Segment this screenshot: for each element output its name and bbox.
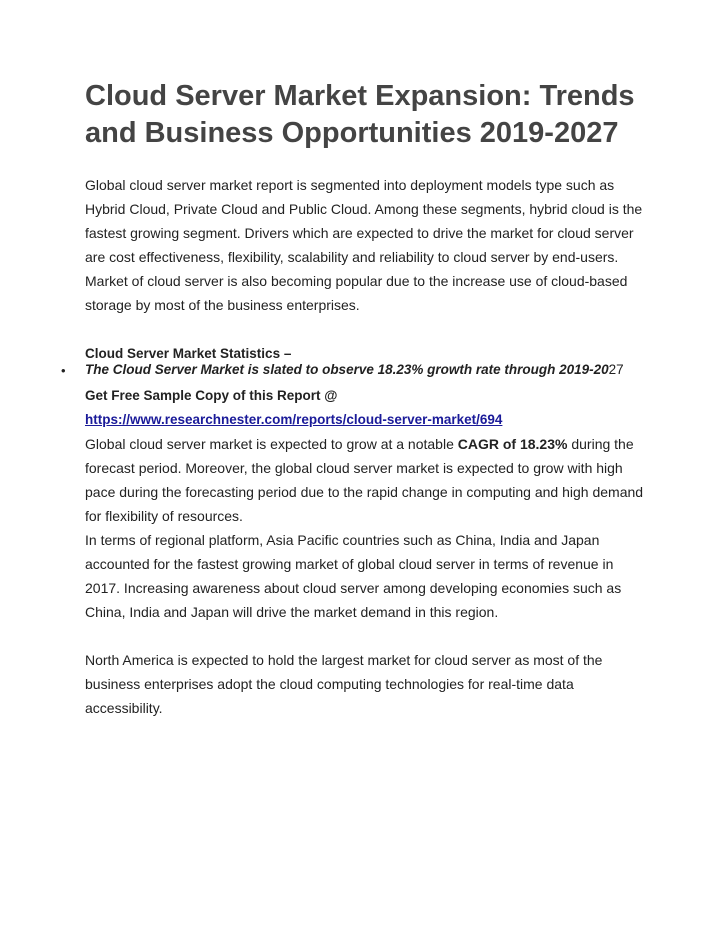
statistics-heading: Cloud Server Market Statistics –: [85, 346, 292, 361]
document-page: [61, 78, 645, 720]
cagr-paragraph: [85, 432, 645, 528]
cagr-text-after: during the forecast period. Moreover, the global cloud server market is expected to grow with high pace during the forecasting period due to the rapid change in computing and high demand for flexibility of resources.: [85, 436, 644, 524]
statistics-bullet: [61, 362, 645, 378]
regional-paragraph: In terms of regional platform, Asia Pacific countries such as China, India and Japan accounted for the fastest growing market of global cloud server in terms of revenue in 2017. Increasing awareness about cloud server among developing economies such as China, India and Japan will drive the market demand in this region.: [85, 532, 622, 620]
sample-copy-heading: Get Free Sample Copy of this Report @: [85, 388, 338, 403]
document-title: Cloud Server Market Expansion: Trends and Business Opportunities 2019-2027: [85, 80, 635, 149]
cagr-text-before: Global cloud server market is expected to grow at a notable: [85, 436, 458, 452]
cagr-highlight: CAGR of 18.23%: [457, 436, 568, 452]
paragraph-spacer: [85, 624, 645, 648]
intro-paragraph: Global cloud server market report is segmented into deployment models type such as Hybrid Cloud, Private Cloud and Public Cloud. Among these segments, hybrid cloud is the fastest growing segment. Drivers which are expected to drive the market for cloud server are cost effectiveness, flexibility, scalability and reliability to cloud server by end-users. Market of cloud server is also becoming popular due to the increase use of cloud-based storage by most of the business enterprises.: [85, 177, 643, 313]
bullet-icon: •: [61, 363, 66, 378]
bullet-tail-text: 27: [608, 362, 624, 377]
north-america-paragraph: North America is expected to hold the largest market for cloud server as most of the business enterprises adopt the cloud computing technologies for real-time data accessibility.: [85, 652, 603, 716]
bullet-strong-text: The Cloud Server Market is slated to observe 18.23% growth rate through 2019-20: [85, 362, 609, 377]
report-link[interactable]: https://www.researchnester.com/reports/cloud-server-market/694: [85, 412, 503, 427]
